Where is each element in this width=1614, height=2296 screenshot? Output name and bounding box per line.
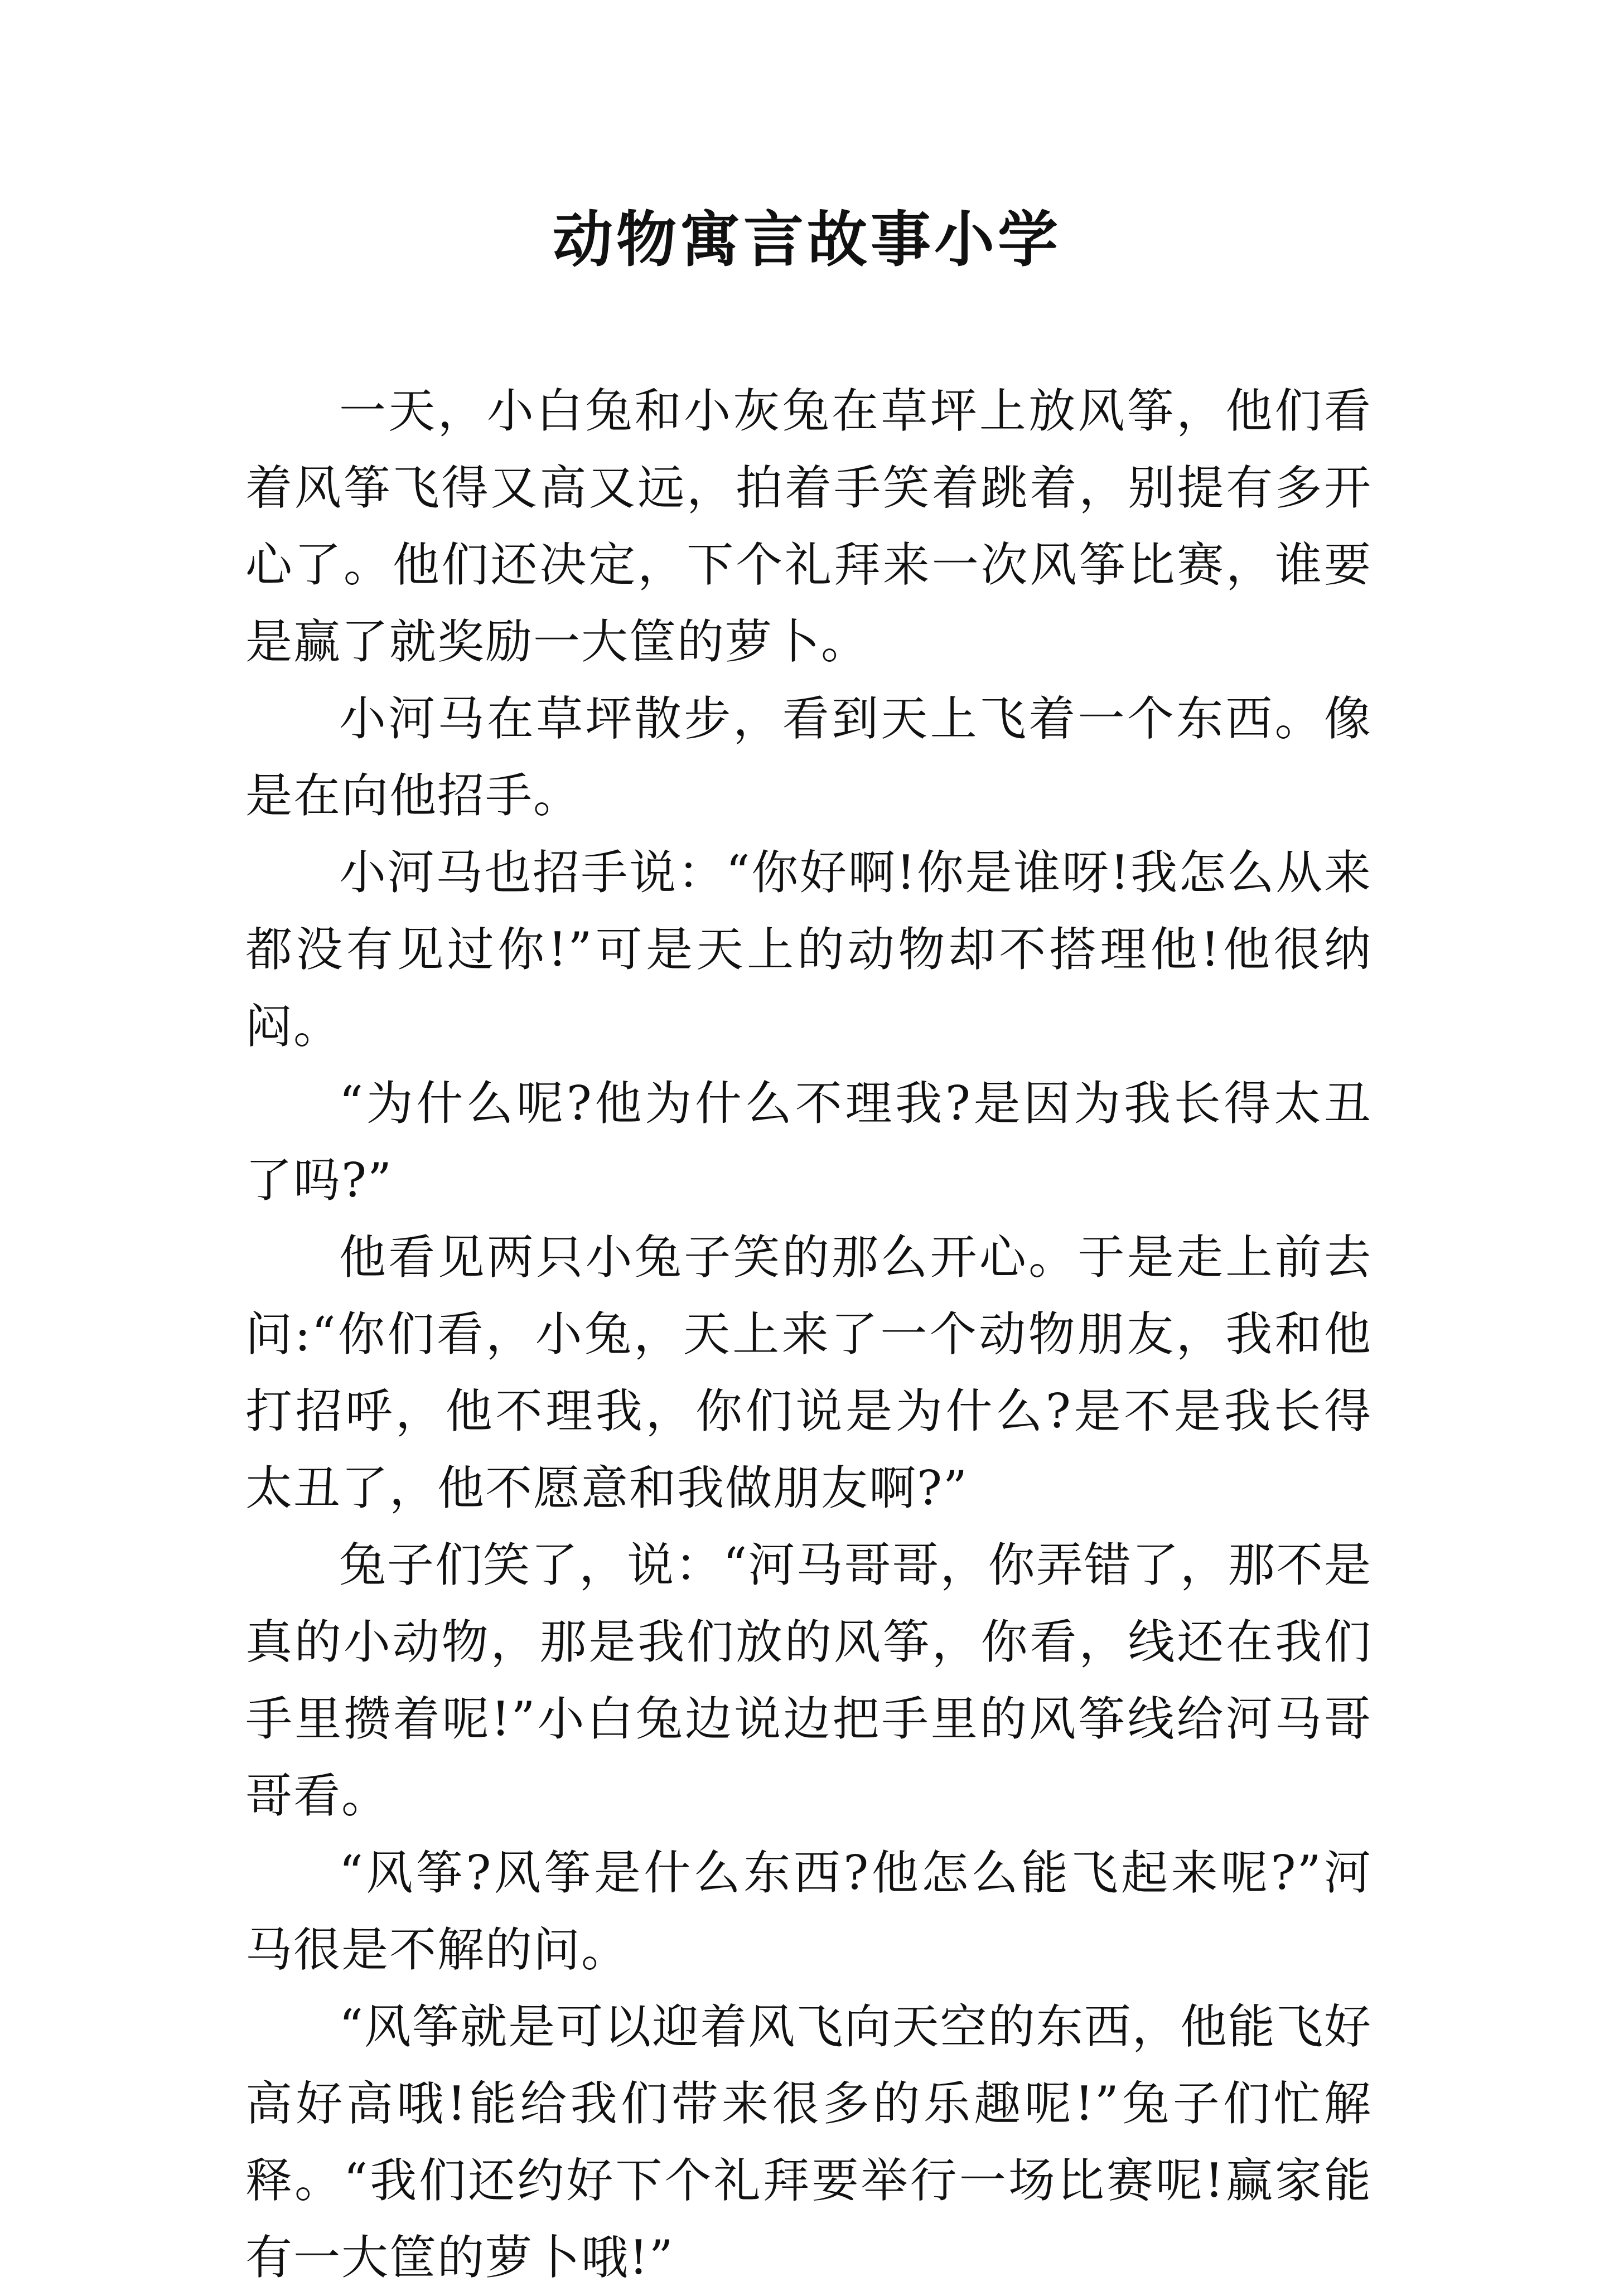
paragraph-6: 兔子们笑了，说：“河马哥哥，你弄错了，那不是真的小动物，那是我们放的风筝，你看，线还在我们手里攒着呢!”小白兔边说边把手里的风筝线给河马哥哥看。 (245, 1538, 1372, 1823)
paragraph-1: 一天，小白兔和小灰兔在草坪上放风筝，他们看着风筝飞得又高又远，拍着手笑着跳着，别提有多开心了。他们还决定，下个礼拜来一次风筝比赛，谁要是赢了就奖励一大筐的萝卜。 (245, 384, 1372, 669)
paragraph-3: 小河马也招手说：“你好啊!你是谁呀!我怎么从来都没有见过你!”可是天上的动物却不搭理他!他很纳闷。 (245, 845, 1372, 1054)
paragraph-2: 小河马在草坪散步，看到天上飞着一个东西。像是在向他招手。 (245, 691, 1372, 823)
page-title: 动物寓言故事小学 (552, 205, 1061, 275)
paragraph-7: “风筝?风筝是什么东西?他怎么能飞起来呢?”河马很是不解的问。 (245, 1845, 1372, 1977)
paragraph-5: 他看见两只小兔子笑的那么开心。于是走上前去问:“你们看，小兔，天上来了一个动物朋友，我和他打招呼，他不理我，你们说是为什么?是不是我长得太丑了，他不愿意和我做朋友啊?” (245, 1230, 1372, 1515)
paragraph-4: “为什么呢?他为什么不理我?是因为我长得太丑了吗?” (245, 1076, 1372, 1208)
paragraph-8: “风筝就是可以迎着风飞向天空的东西，他能飞好高好高哦!能给我们带来很多的乐趣呢!”兔子们忙解释。“我们还约好下个礼拜要举行一场比赛呢!赢家能有一大筐的萝卜哦!” (245, 1999, 1372, 2285)
story-body (245, 372, 1372, 2296)
